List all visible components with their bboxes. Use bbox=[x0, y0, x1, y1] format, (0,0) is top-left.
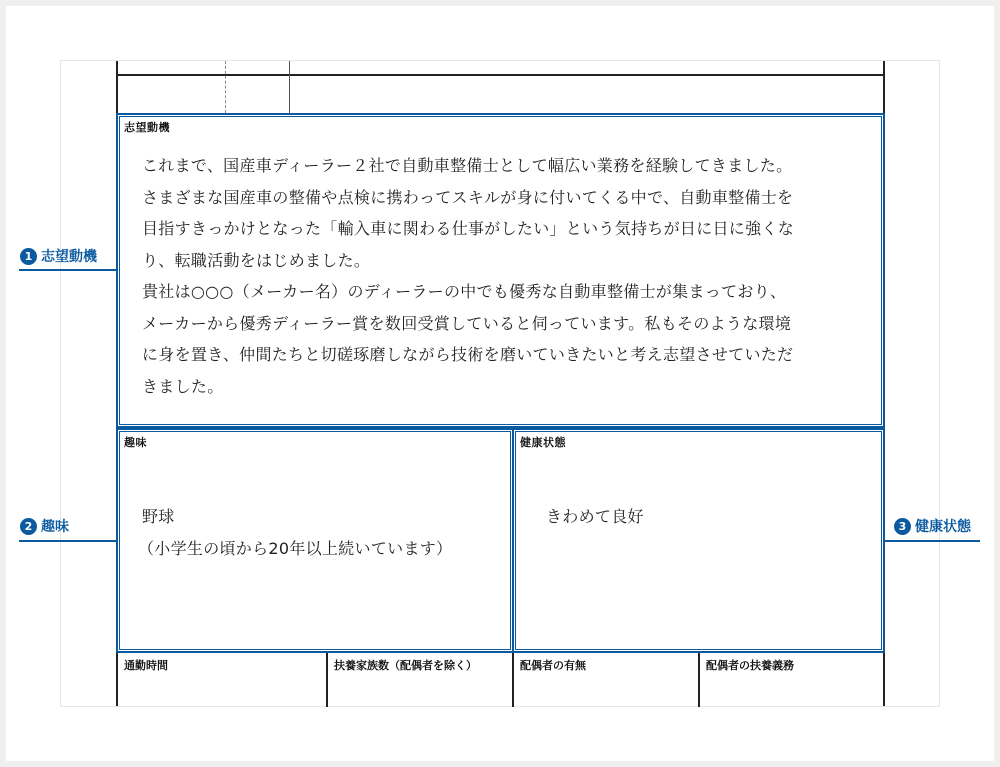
hobby-line: （小学生の頃から20年以上続いています） bbox=[138, 539, 453, 558]
table-row-divider bbox=[117, 74, 884, 76]
number-badge-icon: 3 bbox=[894, 518, 911, 535]
footer-field-label: 扶養家族数（配偶者を除く） bbox=[334, 659, 477, 672]
callout-line bbox=[19, 540, 116, 542]
footer-field-spouse bbox=[513, 653, 698, 707]
callout-line bbox=[19, 269, 116, 271]
footer-field-dependents bbox=[327, 653, 513, 707]
callout-health bbox=[894, 516, 971, 536]
motive-line: これまで、国産車ディーラー２社で自動車整備士として幅広い業務を経験してきました。 bbox=[142, 156, 793, 175]
health-label: 健康状態 bbox=[520, 436, 566, 449]
health-text: きわめて良好 bbox=[546, 507, 644, 526]
footer-field-commute bbox=[117, 653, 327, 707]
motive-section bbox=[116, 113, 885, 428]
footer-field-label: 通勤時間 bbox=[124, 659, 168, 672]
footer-field-spouse-support bbox=[699, 653, 883, 707]
motive-line: り、転職活動をはじめました。 bbox=[142, 250, 371, 270]
hobby-label: 趣味 bbox=[124, 436, 147, 449]
motive-line: に身を置き、仲間たちと切磋琢磨しながら技術を磨いていきたいと考え志望させていただ bbox=[142, 345, 794, 364]
callout-hobby bbox=[20, 516, 69, 536]
motive-text bbox=[142, 150, 794, 402]
callout-label: 健康状態 bbox=[915, 519, 971, 535]
motive-line: メーカーから優秀ディーラー賞を数回受賞していると伺っています。私もそのような環境 bbox=[142, 313, 792, 333]
motive-line: 貴社は○○○（メーカー名）のディーラーの中でも優秀な自動車整備士が集まっており、 bbox=[142, 282, 787, 301]
callout-label: 志望動機 bbox=[41, 249, 97, 265]
health-section bbox=[512, 428, 885, 653]
number-badge-icon: 1 bbox=[20, 248, 37, 265]
callout-line bbox=[885, 540, 980, 542]
hobby-text bbox=[140, 501, 452, 565]
number-badge-icon: 2 bbox=[20, 518, 37, 535]
table-column-divider bbox=[289, 61, 290, 113]
footer-field-label: 配偶者の扶養義務 bbox=[706, 659, 794, 672]
motive-line: 目指すきっかけとなった「輸入車に関わる仕事がしたい」という気持ちが日に日に強くな bbox=[142, 219, 795, 238]
hobby-section bbox=[116, 428, 514, 653]
callout-label: 趣味 bbox=[41, 519, 69, 535]
footer-field-label: 配偶者の有無 bbox=[520, 659, 586, 672]
motive-line: さまざまな国産車の整備や点検に携わってスキルが身に付いてくる中で、自動車整備士を bbox=[142, 187, 794, 207]
callout-motive bbox=[20, 246, 97, 266]
table-dashed-divider bbox=[225, 61, 226, 113]
motive-label: 志望動機 bbox=[124, 121, 170, 134]
motive-line: きました。 bbox=[142, 376, 224, 396]
hobby-line: 野球 bbox=[142, 507, 175, 526]
